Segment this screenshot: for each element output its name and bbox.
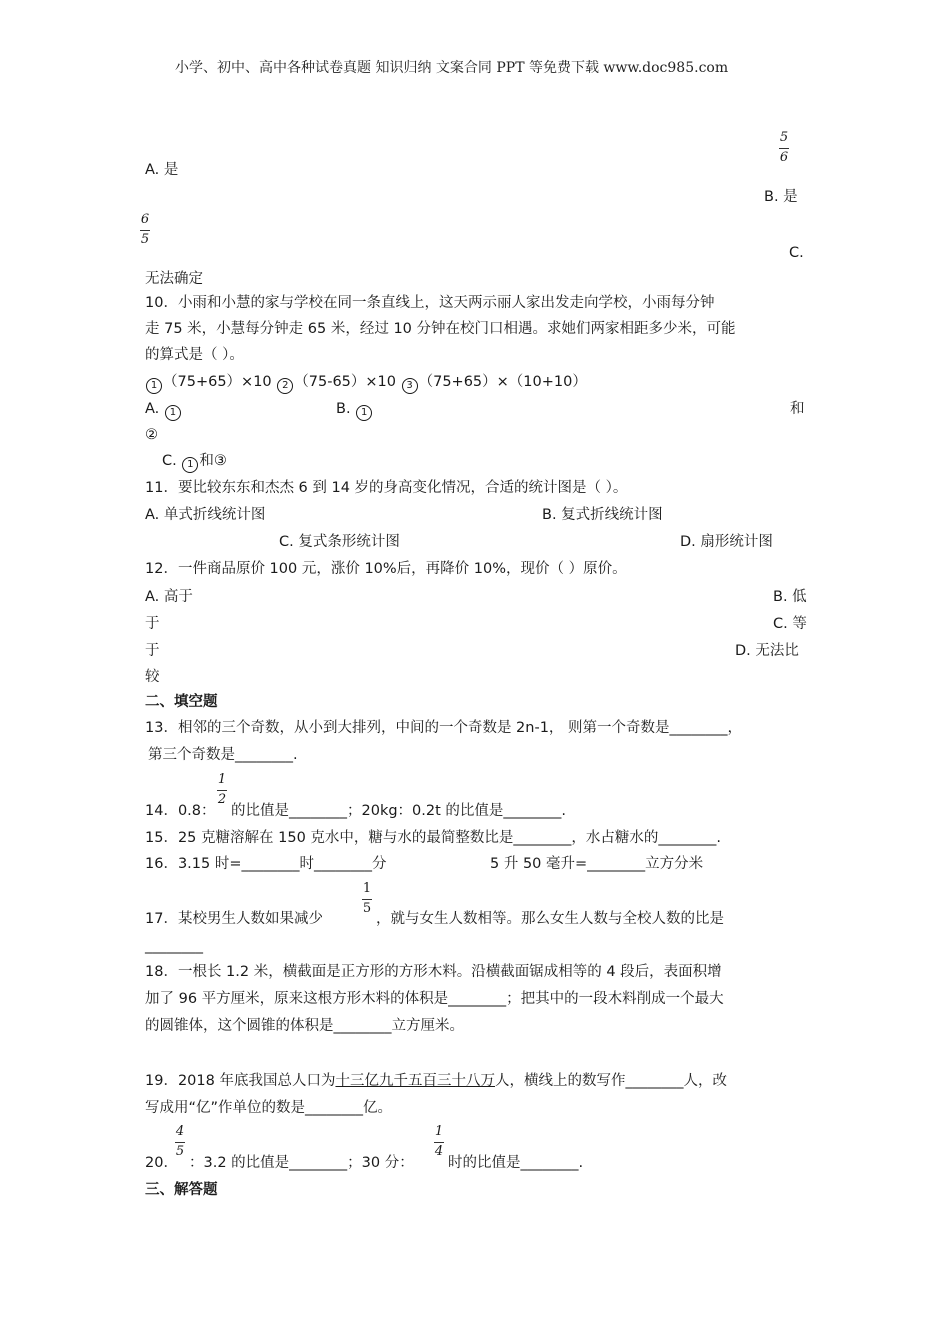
q19-underlined-number: 十三亿九千五百三十八万 [335, 1073, 495, 1089]
numerator: 1 [362, 881, 372, 896]
q14-rest: 的比值是________；20kg：0.2t 的比值是________. [231, 803, 567, 819]
q19-line-1 [145, 1071, 727, 1091]
fraction-bar [140, 230, 150, 231]
fraction-bar [779, 148, 789, 149]
circled-number-3: 3 [402, 378, 418, 394]
section-answer-title: 三、解答题 [145, 1182, 218, 1198]
q10-line-1: 10．小雨和小慧的家与学校在同一条直线上，这天两示丽人家出发走向学校，小雨每分钟 [145, 295, 715, 311]
q11-option-b: B. 复式折线统计图 [542, 507, 663, 523]
expression-3: （75+65）×（10+10） [418, 374, 587, 390]
section-fill-in-title: 二、填空题 [145, 694, 218, 710]
q12-option-c-wrap: 于 [145, 643, 160, 659]
numerator: 4 [175, 1124, 185, 1139]
q18-line-3: 的圆锥体，这个圆锥的体积是________立方厘米。 [145, 1018, 464, 1034]
circled-number-2: 2 [277, 378, 293, 394]
expression-2: （75-65）×10 [294, 374, 396, 390]
page-header: 小学、初中、高中各种试卷真题 知识归纳 文案合同 PPT 等免费下载 www.doc985.com [175, 60, 729, 76]
q20-prefix: 20． [145, 1155, 178, 1171]
circled-number-1: 1 [356, 405, 372, 421]
denominator: 5 [362, 901, 372, 916]
fraction-bar [175, 1142, 185, 1143]
q11-option-d: D. 扇形统计图 [680, 534, 773, 550]
q9-option-c: C. [789, 245, 804, 261]
q11-option-c: C. 复式条形统计图 [279, 534, 400, 550]
q12-option-a: A. 高于 [145, 589, 193, 605]
q14-fraction [217, 773, 227, 807]
circled-number-1: 1 [182, 457, 198, 473]
denominator: 5 [140, 232, 150, 247]
q9-fraction-b [140, 213, 150, 247]
q10-option-a [145, 399, 182, 421]
q10-option-c [162, 451, 227, 473]
q20-fraction-2 [434, 1125, 444, 1159]
q9-option-a: A. 是 [145, 162, 179, 178]
q11-option-a: A. 单式折线统计图 [145, 507, 266, 523]
q10-option-b-wrap: ② [145, 427, 158, 443]
q19-prefix: 19．2018 年底我国总人口为 [145, 1073, 336, 1089]
q16-right: 5 升 50 毫升=________立方分米 [490, 856, 704, 872]
numerator: 5 [779, 130, 789, 145]
q9-option-c-text: 无法确定 [145, 271, 203, 287]
q10-line-2: 走 75 米，小慧每分钟走 65 米，经过 10 分钟在校门口相遇。求她们两家相距多少米，可能 [145, 321, 736, 337]
q10-option-b-and: 和 [790, 401, 805, 417]
q13-line-1: 13．相邻的三个奇数，从小到大排列，中间的一个奇数是 2n-1， 则第一个奇数是________， [145, 720, 743, 736]
q16-left: 16．3.15 时=________时________分 [145, 856, 387, 872]
q17-blank: ________ [145, 938, 203, 954]
q19-line-2: 写成用“亿”作单位的数是________亿。 [145, 1100, 393, 1116]
denominator: 6 [779, 150, 789, 165]
q10-line-3: 的算式是（ ）。 [145, 347, 244, 363]
q10-expressions [145, 372, 587, 394]
option-c-rest: 和③ [199, 453, 227, 469]
q19-rest: 人，横线上的数写作________人，改 [494, 1073, 727, 1089]
q17-rest: ，就与女生人数相等。那么女生人数与全校人数的比是 [376, 911, 724, 927]
numerator: 1 [434, 1124, 444, 1139]
q15-text: 15．25 克糖溶解在 150 克水中，糖与水的最简整数比是________，水占糖水的________. [145, 830, 722, 846]
fraction-bar [434, 1142, 444, 1143]
q18-line-1: 18．一根长 1.2 米，横截面是正方形的方形木料。沿横截面锯成相等的 4 段后，表面积增 [145, 964, 722, 980]
q18-line-2: 加了 96 平方厘米，原来这根方形木料的体积是________；把其中的一段木料削成一个最大 [145, 991, 724, 1007]
q13-line-2: 第三个奇数是________. [148, 747, 298, 763]
option-letter: C. [162, 453, 177, 469]
fraction-bar [362, 899, 372, 900]
q17-prefix: 17．某校男生人数如果减少 [145, 911, 323, 927]
q9-fraction-a [779, 131, 789, 165]
q20-middle: ：3.2 的比值是________；30 分： [189, 1155, 414, 1171]
q17-fraction [362, 882, 372, 916]
denominator: 2 [217, 792, 227, 807]
q12-option-d: D. 无法比 [735, 643, 799, 659]
q14-prefix: 14．0.8： [145, 803, 216, 819]
q12-option-b: B. 低 [773, 589, 807, 605]
q12-stem: 12．一件商品原价 100 元，涨价 10%后，再降价 10%，现价（ ）原价。 [145, 561, 627, 577]
fraction-bar [217, 790, 227, 791]
q9-option-b: B. 是 [764, 189, 798, 205]
q12-option-d-wrap: 较 [145, 669, 160, 685]
q20-rest: 时的比值是________. [448, 1155, 584, 1171]
numerator: 1 [217, 772, 227, 787]
q12-option-b-wrap: 于 [145, 616, 160, 632]
circled-number-1: 1 [165, 405, 181, 421]
option-letter: B. [336, 401, 351, 417]
q11-stem: 11．要比较东东和杰杰 6 到 14 岁的身高变化情况，合适的统计图是（ ）。 [145, 480, 628, 496]
denominator: 5 [175, 1144, 185, 1159]
expression-1: （75+65）×10 [163, 374, 272, 390]
denominator: 4 [434, 1144, 444, 1159]
q20-fraction-1 [175, 1125, 185, 1159]
numerator: 6 [140, 212, 150, 227]
circled-number-1: 1 [146, 378, 162, 394]
option-letter: A. [145, 401, 160, 417]
q12-option-c: C. 等 [773, 616, 807, 632]
q10-option-b [336, 399, 373, 421]
